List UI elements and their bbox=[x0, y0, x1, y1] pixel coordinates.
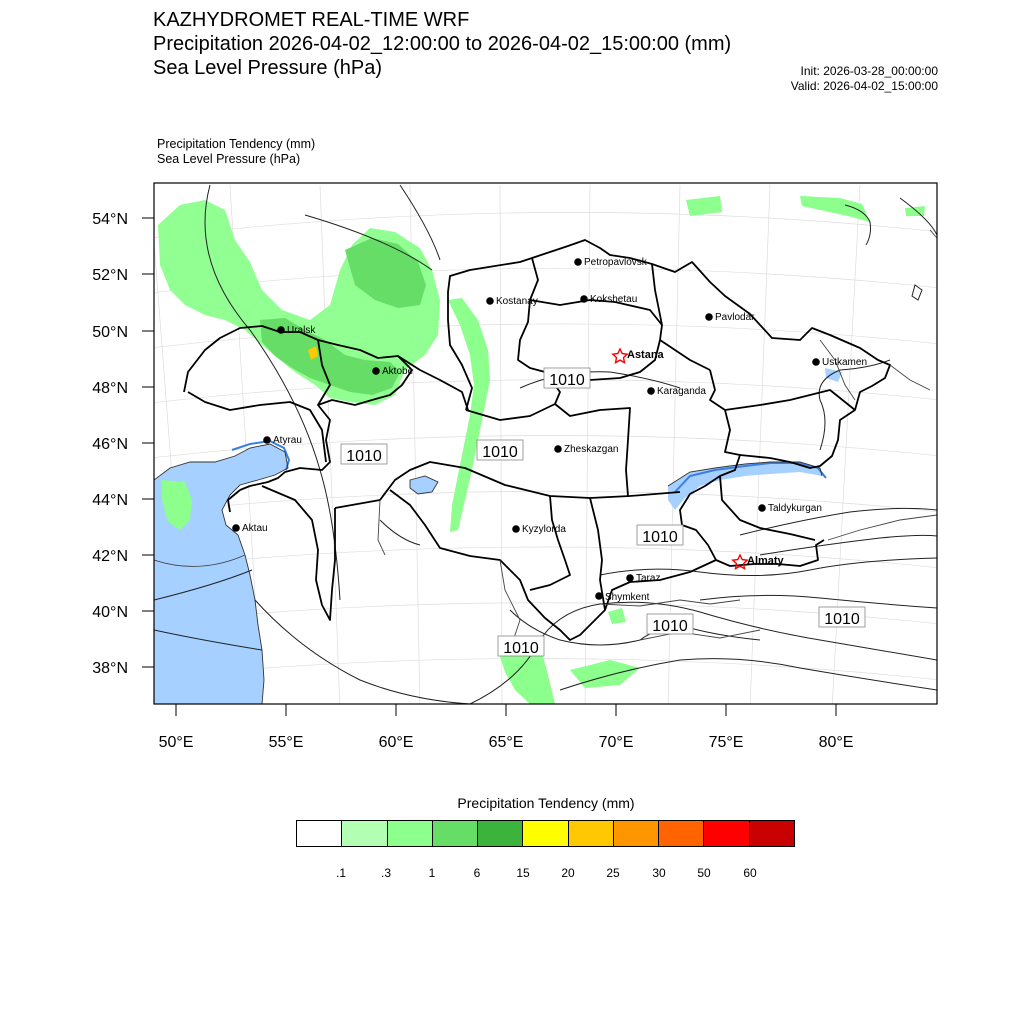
city-label: Astana bbox=[627, 349, 664, 361]
valid-time: Valid: 2026-04-02_15:00:00 bbox=[790, 79, 938, 93]
city-label: Zheskazgan bbox=[564, 444, 619, 455]
city-kostanay bbox=[486, 296, 538, 307]
colorbar-label: 60 bbox=[743, 866, 757, 880]
city-petropavlovsk bbox=[574, 257, 648, 268]
colorbar-swatch bbox=[342, 821, 387, 846]
isobar-label: 1010 bbox=[652, 618, 688, 635]
lon-label: 75°E bbox=[708, 734, 744, 751]
lat-ticks bbox=[142, 218, 154, 667]
colorbar-swatch bbox=[297, 821, 342, 846]
colorbar-swatch bbox=[478, 821, 523, 846]
lat-label: 44°N bbox=[92, 492, 128, 509]
city-label: Aktau bbox=[242, 523, 268, 534]
colorbar-swatch bbox=[433, 821, 478, 846]
star-icon bbox=[733, 555, 747, 569]
star-icon bbox=[613, 349, 627, 363]
lat-label: 54°N bbox=[92, 211, 128, 228]
oblast-karaganda-east bbox=[660, 340, 710, 370]
precip-ne-dots bbox=[905, 206, 925, 216]
city-label: Taraz bbox=[636, 573, 661, 584]
city-label: Taldykurgan bbox=[768, 503, 822, 514]
colorbar-swatch bbox=[388, 821, 433, 846]
city-label: Atyrau bbox=[273, 435, 302, 446]
lon-ticks bbox=[176, 704, 836, 716]
lat-label: 50°N bbox=[92, 324, 128, 341]
field-slp-label: Sea Level Pressure (hPa) bbox=[157, 152, 301, 166]
isobar-label: 1010 bbox=[346, 448, 382, 465]
title-slp: Sea Level Pressure (hPa) bbox=[153, 57, 383, 79]
oblast-kyzylorda bbox=[530, 372, 570, 590]
colorbar-swatch bbox=[704, 821, 749, 846]
city-label: Kyzylorda bbox=[522, 524, 566, 535]
city-ustkamen bbox=[812, 357, 867, 368]
lon-label: 50°E bbox=[158, 734, 194, 751]
city-pavlodar bbox=[705, 312, 755, 323]
precip-taraz bbox=[608, 608, 626, 624]
city-label: Pavlodar bbox=[715, 312, 755, 323]
colorbar-label: 30 bbox=[652, 866, 666, 880]
init-time: Init: 2026-03-28_00:00:00 bbox=[800, 64, 938, 78]
lat-label: 42°N bbox=[92, 548, 128, 565]
oblast-kostanay-north bbox=[518, 258, 545, 372]
field-precip-label: Precipitation Tendency (mm) bbox=[157, 137, 316, 151]
lat-label: 40°N bbox=[92, 604, 128, 621]
lat-axis-labels bbox=[92, 211, 128, 677]
map-content bbox=[150, 185, 940, 710]
title-precip: Precipitation 2026-04-02_12:00:00 to 2026-04-02_15:00:00 (mm) bbox=[153, 33, 732, 55]
city-label: Kokshetau bbox=[590, 294, 638, 305]
colorbar-swatch bbox=[614, 821, 659, 846]
isobar-label: 1010 bbox=[482, 444, 518, 461]
kz-outer-border bbox=[184, 240, 890, 566]
city-taldykurgan bbox=[758, 503, 822, 514]
city-almaty bbox=[733, 555, 785, 569]
city-zheskazgan bbox=[554, 444, 618, 455]
oblast-pavlodar bbox=[652, 264, 740, 455]
title-main: KAZHYDROMET REAL-TIME WRF bbox=[153, 9, 470, 31]
city-label: Almaty bbox=[747, 555, 784, 567]
lon-label: 55°E bbox=[268, 734, 304, 751]
colorbar-label: 25 bbox=[606, 866, 620, 880]
lat-label: 38°N bbox=[92, 660, 128, 677]
colorbar-label: 50 bbox=[697, 866, 711, 880]
city-astana bbox=[613, 349, 665, 363]
lon-label: 60°E bbox=[378, 734, 414, 751]
city-label: Ustkamen bbox=[822, 357, 868, 368]
city-karaganda bbox=[647, 386, 706, 397]
colorbar-label: 6 bbox=[473, 866, 481, 880]
precip-north-strip bbox=[686, 196, 722, 216]
colorbar-label: .3 bbox=[380, 866, 392, 880]
isobar-label: 1010 bbox=[503, 640, 539, 657]
legend-title: Precipitation Tendency (mm) bbox=[457, 795, 635, 811]
colorbar-swatch bbox=[569, 821, 614, 846]
city-label: Aktobe bbox=[382, 366, 414, 377]
kz-south-border bbox=[335, 462, 680, 508]
lat-label: 48°N bbox=[92, 380, 128, 397]
colorbar-swatch bbox=[523, 821, 568, 846]
colorbar-swatch bbox=[659, 821, 704, 846]
oblast-east-kz bbox=[725, 390, 855, 410]
colorbar-label: 1 bbox=[428, 866, 436, 880]
city-label: Petropavlovsk bbox=[584, 257, 647, 268]
colorbar-label: 20 bbox=[561, 866, 575, 880]
colorbar-swatch bbox=[750, 821, 794, 846]
city-label: Karaganda bbox=[657, 386, 706, 397]
lon-label: 80°E bbox=[818, 734, 854, 751]
lon-label: 70°E bbox=[598, 734, 634, 751]
colorbar-label: .1 bbox=[335, 866, 347, 880]
city-aktau bbox=[232, 523, 267, 534]
colorbar-label: 15 bbox=[516, 866, 530, 880]
lon-axis-labels bbox=[159, 734, 854, 751]
lat-label: 52°N bbox=[92, 267, 128, 284]
isobar-label: 1010 bbox=[549, 372, 585, 389]
lat-label: 46°N bbox=[92, 436, 128, 453]
city-kyzylorda bbox=[512, 524, 566, 535]
city-label: Kostanay bbox=[496, 296, 538, 307]
lon-label: 65°E bbox=[488, 734, 524, 751]
isobar-label: 1010 bbox=[824, 611, 860, 628]
city-label: Shymkent bbox=[605, 592, 650, 603]
colorbar bbox=[296, 820, 795, 847]
city-label: Uralsk bbox=[287, 325, 316, 336]
isobar-label: 1010 bbox=[642, 529, 678, 546]
